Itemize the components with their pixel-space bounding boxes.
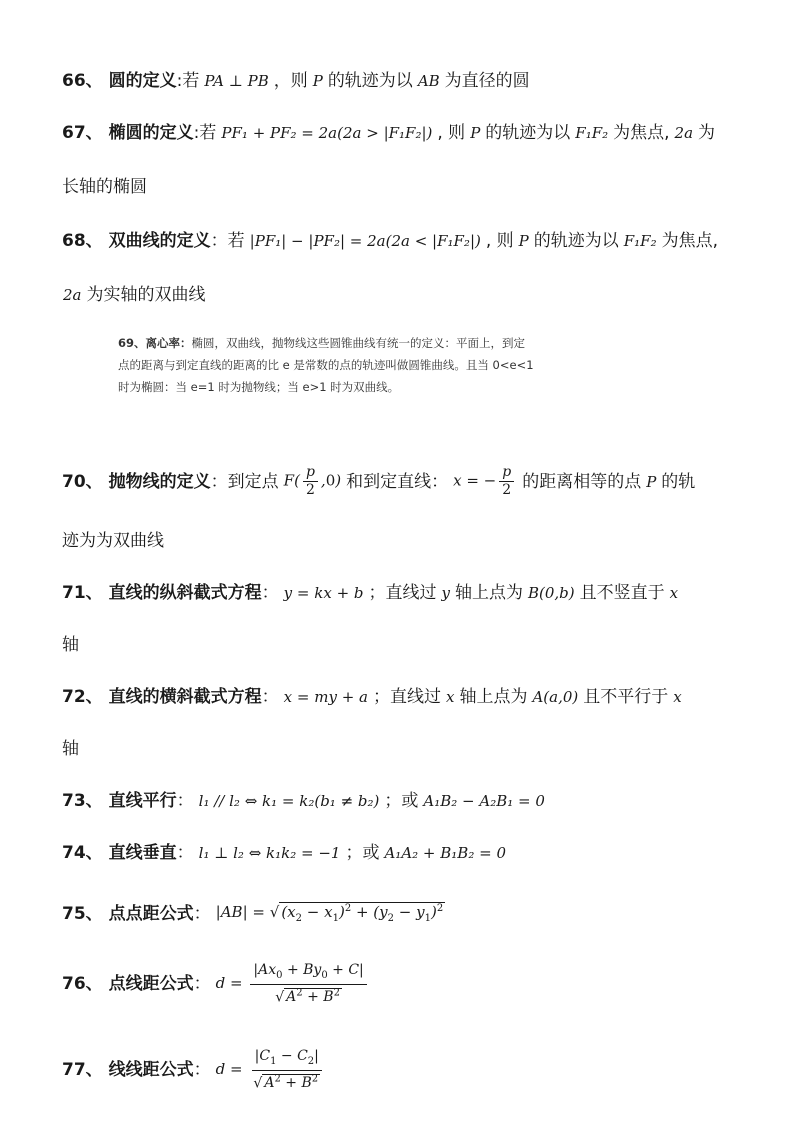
text: 的轨迹为以 (533, 231, 619, 251)
directrix-formula: x = − $\frac{p}{2}$ (453, 464, 517, 499)
item-68 (62, 228, 718, 254)
item-75 (62, 896, 450, 932)
item-67-continuation (62, 174, 147, 200)
text: 为焦点, (661, 231, 719, 251)
item-73 (62, 788, 550, 814)
item-77 (62, 1048, 331, 1092)
separator: ： (261, 687, 279, 707)
variable: 2a (63, 286, 82, 304)
text: 为 (698, 123, 716, 143)
text: ，则 (273, 71, 308, 91)
item-number: 76、 (62, 974, 103, 995)
variable: P (646, 472, 657, 491)
item-71-continuation (62, 632, 79, 658)
item-76 (62, 962, 375, 1006)
item-title: 直线的纵斜截式方程 (108, 583, 262, 603)
item-title: 抛物线的定义 (108, 471, 211, 492)
text: ；或 (345, 843, 380, 863)
item-title: 直线平行 (108, 791, 177, 811)
formula: PF₁ + PF₂ = 2a(2a > |F₁F₂|) (221, 124, 433, 142)
text: 迹为为双曲线 (62, 531, 164, 551)
text: , 则 (485, 231, 514, 251)
separator: ： (176, 791, 194, 811)
item-title: 圆的定义 (108, 71, 177, 91)
item-72-continuation (62, 736, 79, 762)
item-title: 直线垂直 (108, 843, 177, 863)
text: 轴 (62, 635, 79, 655)
item-67 (62, 120, 715, 146)
text: 的轨迹为以 (485, 123, 571, 143)
variable: x (673, 688, 682, 706)
item-number: 73、 (62, 791, 103, 811)
text: ；直线过 (368, 583, 437, 603)
variable: x (669, 584, 679, 602)
formula: PA ⊥ PB (204, 72, 269, 90)
text: 为实轴的双曲线 (86, 285, 206, 305)
item-70 (62, 464, 695, 499)
text: 轴上点为 (459, 687, 528, 707)
item-number: 72、 (62, 687, 103, 707)
separator: ： (176, 843, 194, 863)
variable: P (518, 232, 529, 250)
text: 若 (182, 71, 200, 91)
item-number: 71、 (62, 583, 103, 603)
variable: 2a (674, 124, 694, 142)
separator: : (193, 123, 200, 143)
item-title: 直线的横斜截式方程 (108, 687, 262, 707)
text: 轴上点为 (455, 583, 523, 603)
separator: ： (261, 583, 279, 603)
item-74 (62, 840, 511, 866)
item-number: 67、 (62, 123, 103, 143)
variable: y (441, 584, 450, 602)
text: 且不平行于 (583, 687, 669, 707)
item-66 (62, 68, 530, 94)
item-title: 线线距公式 (108, 1060, 194, 1081)
text: 且不竖直于 (579, 583, 665, 603)
formula: l₁ ⊥ l₂ ⇔ k₁k₂ = −1 (198, 844, 341, 862)
formula: x = my + a (283, 688, 368, 706)
separator: ： (210, 471, 228, 492)
text: 到定点 (227, 471, 279, 492)
text: 为焦点, (613, 123, 670, 143)
variable: AB (417, 72, 440, 90)
separator: ： (193, 904, 211, 924)
variable: P (312, 72, 323, 90)
variable: F₁F₂ (575, 124, 609, 142)
text: 的距离相等的点 (522, 471, 642, 492)
item-number: 66、 (62, 71, 103, 91)
item-title: 椭圆的定义 (108, 123, 194, 143)
item-title: 点线距公式 (108, 974, 194, 995)
text: 的轨迹为以 (327, 71, 413, 91)
item-number: 74、 (62, 843, 103, 863)
item-number: 75、 (62, 904, 103, 924)
variable: F₁F₂ (623, 232, 657, 250)
item-number: 68、 (62, 231, 103, 251)
formula: A₁A₂ + B₁B₂ = 0 (384, 844, 506, 862)
eccentricity-note (118, 332, 678, 398)
separator: : (176, 71, 183, 91)
formula: B(0,b) (528, 584, 575, 602)
text: 和到定直线： (346, 471, 449, 492)
note-line: 椭圆，双曲线，抛物线这些圆锥曲线有统一的定义：平面上，到定 (191, 336, 526, 350)
text: 为直径的圆 (444, 71, 530, 91)
variable: P (470, 124, 481, 142)
note-line: 时为椭圆：当 e=1 时为抛物线；当 e>1 时为双曲线。 (118, 380, 400, 394)
formula: y = kx + b (283, 584, 364, 602)
variable: x (445, 688, 455, 706)
item-68-continuation (58, 282, 206, 308)
separator: ： (193, 1060, 211, 1081)
formula: A₁B₂ − A₂B₁ = 0 (423, 792, 545, 810)
note-line: 点的距离与到定直线的距离的比 e 是常数的点的轨迹叫做圆锥曲线。且当 0<e<1 (118, 358, 534, 372)
text: 长轴的椭圆 (62, 177, 147, 197)
text: 轴 (62, 739, 79, 759)
item-number: 70、 (62, 471, 103, 492)
point-line-distance-formula: d = $\frac{|Ax_0 + By_0 + C|}{√ A^2 + B^2}$ (216, 962, 370, 1006)
text: 若 (227, 231, 245, 251)
item-title: 点点距公式 (108, 904, 194, 924)
focus-formula: F( $\frac{p}{2}$ ,0) (283, 464, 342, 498)
item-71 (62, 580, 683, 606)
text: 若 (199, 123, 217, 143)
text: , 则 (437, 123, 466, 143)
item-title: 双曲线的定义 (108, 231, 211, 251)
item-72 (62, 684, 687, 710)
item-70-continuation (62, 528, 164, 554)
line-line-distance-formula: d = $\frac{|C_1 - C_2|}{√ A^2 + B^2}$ (216, 1048, 326, 1092)
text: ；直线过 (372, 687, 441, 707)
formula: A(a,0) (532, 688, 579, 706)
item-number: 77、 (62, 1060, 103, 1081)
separator: ： (193, 974, 211, 995)
point-distance-formula: |AB| = √ $(x_2 - x_1)^2 + (y_2 - y_1)^2$ (215, 903, 444, 924)
text: 的轨 (661, 471, 696, 492)
note-title: 69、离心率： (118, 336, 192, 350)
formula: l₁ // l₂ ⇔ k₁ = k₂(b₁ ≠ b₂) (198, 792, 380, 810)
formula: |PF₁| − |PF₂| = 2a(2a < |F₁F₂|) (249, 232, 481, 250)
separator: ： (210, 231, 228, 251)
text: ；或 (384, 791, 419, 811)
